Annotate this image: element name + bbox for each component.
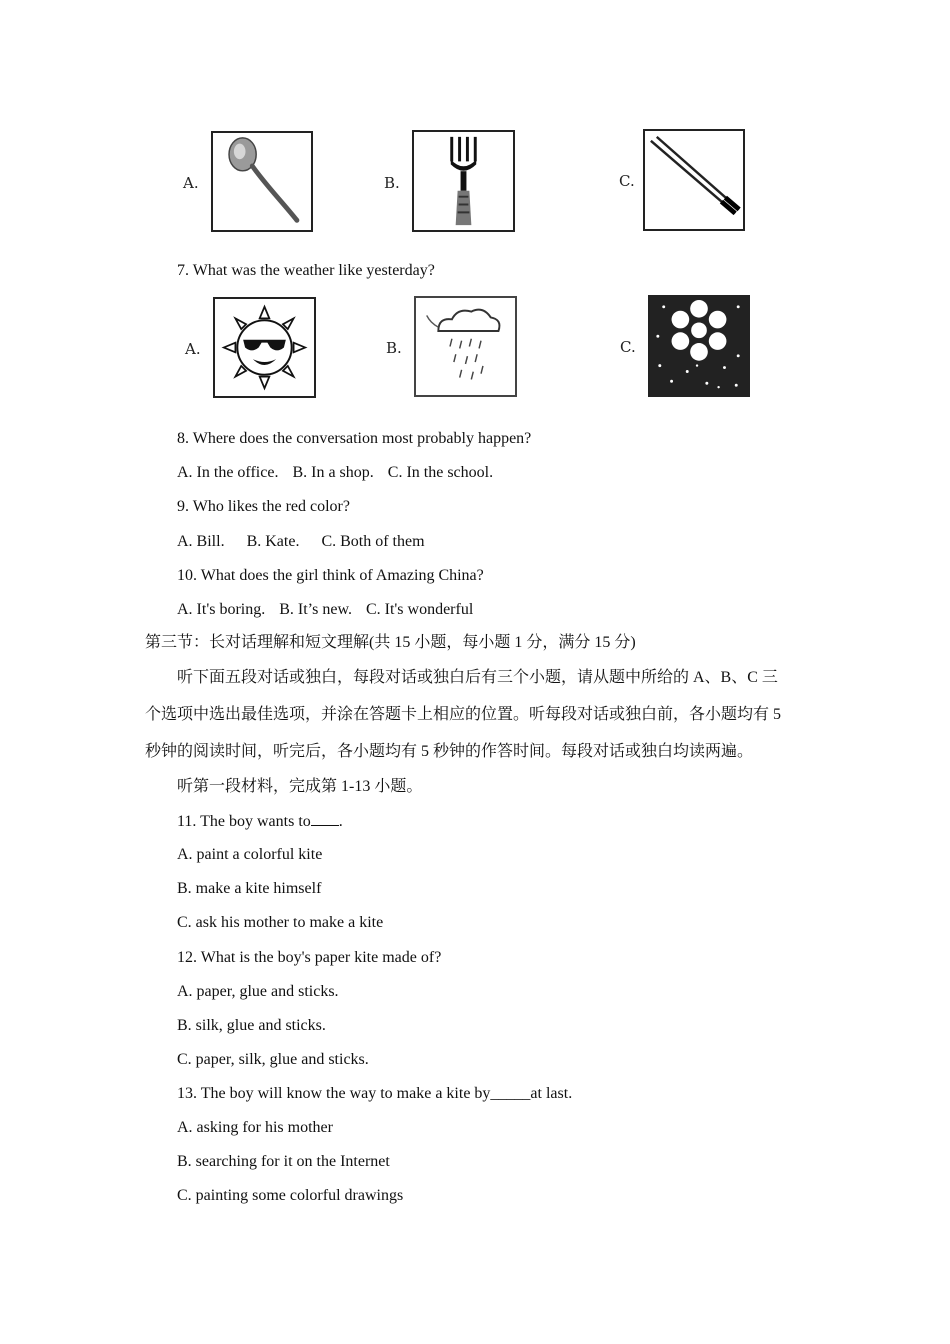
q13-option-a[interactable]: A. asking for his mother [177, 1119, 333, 1136]
q8-question: 8. Where does the conversation most probably happen? [177, 430, 532, 447]
q12-option-c[interactable]: C. paper, silk, glue and sticks. [177, 1051, 369, 1068]
q9-option-c[interactable]: C. Both of them [321, 533, 425, 550]
q7-option-a-label: A. [185, 340, 201, 358]
q10-question: 10. What does the girl think of Amazing China? [177, 567, 484, 584]
section3-instructions-line1: 听下面五段对话或独白，每段对话或独白后有三个小题，请从题中所给的 A、B、C 三 [177, 669, 778, 686]
q12-option-a[interactable]: A. paper, glue and sticks. [177, 983, 339, 1000]
section3-instructions-line3: 秒钟的阅读时间，听完后，各小题均有 5 秒钟的作答时间。每段对话或独白均读两遍。 [145, 743, 754, 760]
rainy-icon[interactable] [414, 296, 517, 397]
q11-question-text: 11. The boy wants to [177, 813, 311, 830]
q10-option-a[interactable]: A. It's boring. [177, 601, 266, 618]
q12-option-b[interactable]: B. silk, glue and sticks. [177, 1017, 326, 1034]
q11-option-a[interactable]: A. paint a colorful kite [177, 846, 323, 863]
q6-option-c-label: C. [619, 172, 635, 190]
q8-option-b[interactable]: B. In a shop. [292, 464, 374, 481]
q10-option-c[interactable]: C. It's wonderful [365, 601, 474, 618]
q6-option-a-label: A. [183, 174, 199, 192]
sunny-icon[interactable] [213, 297, 316, 398]
chopsticks-icon[interactable] [643, 129, 745, 231]
q10-option-b[interactable]: B. It’s new. [279, 601, 352, 618]
q9-question: 9. Who likes the red color? [177, 498, 350, 515]
q8-option-c[interactable]: C. In the school. [387, 464, 494, 481]
q12-question: 12. What is the boy's paper kite made of? [177, 949, 442, 966]
passage1-instruction: 听第一段材料，完成第 1-13 小题。 [177, 778, 423, 795]
q8-option-a[interactable]: A. In the office. [177, 464, 279, 481]
q7-question: 7. What was the weather like yesterday? [177, 262, 435, 279]
q7-option-c-label: C. [620, 338, 636, 356]
q11-option-c[interactable]: C. ask his mother to make a kite [177, 914, 384, 931]
spoon-icon[interactable] [211, 131, 313, 232]
q13-option-c[interactable]: C. painting some colorful drawings [177, 1187, 404, 1204]
q8-options [177, 463, 493, 483]
fork-icon[interactable] [412, 130, 515, 232]
q11-question [177, 811, 343, 832]
q9-option-a[interactable]: A. Bill. [177, 533, 225, 550]
q10-options [177, 600, 473, 620]
section3-instructions-line2: 个选项中选出最佳选项，并涂在答题卡上相应的位置。听每段对话或独白前，各小题均有 5 [145, 706, 782, 723]
section3-heading: 第三节：长对话理解和短文理解(共 15 小题，每小题 1 分，满分 15 分) [145, 634, 636, 651]
q9-option-b[interactable]: B. Kate. [246, 533, 300, 550]
q9-options [177, 532, 425, 552]
q6-option-b-label: B. [384, 174, 400, 192]
q13-question: 13. The boy will know the way to make a kite by_____at last. [177, 1085, 573, 1102]
q11-answer-blank[interactable] [311, 811, 339, 826]
q11-question-end: . [338, 813, 343, 830]
q11-option-b[interactable]: B. make a kite himself [177, 880, 322, 897]
q13-option-b[interactable]: B. searching for it on the Internet [177, 1153, 390, 1170]
q7-option-b-label: B. [386, 339, 402, 357]
snowy-icon[interactable] [648, 295, 750, 397]
